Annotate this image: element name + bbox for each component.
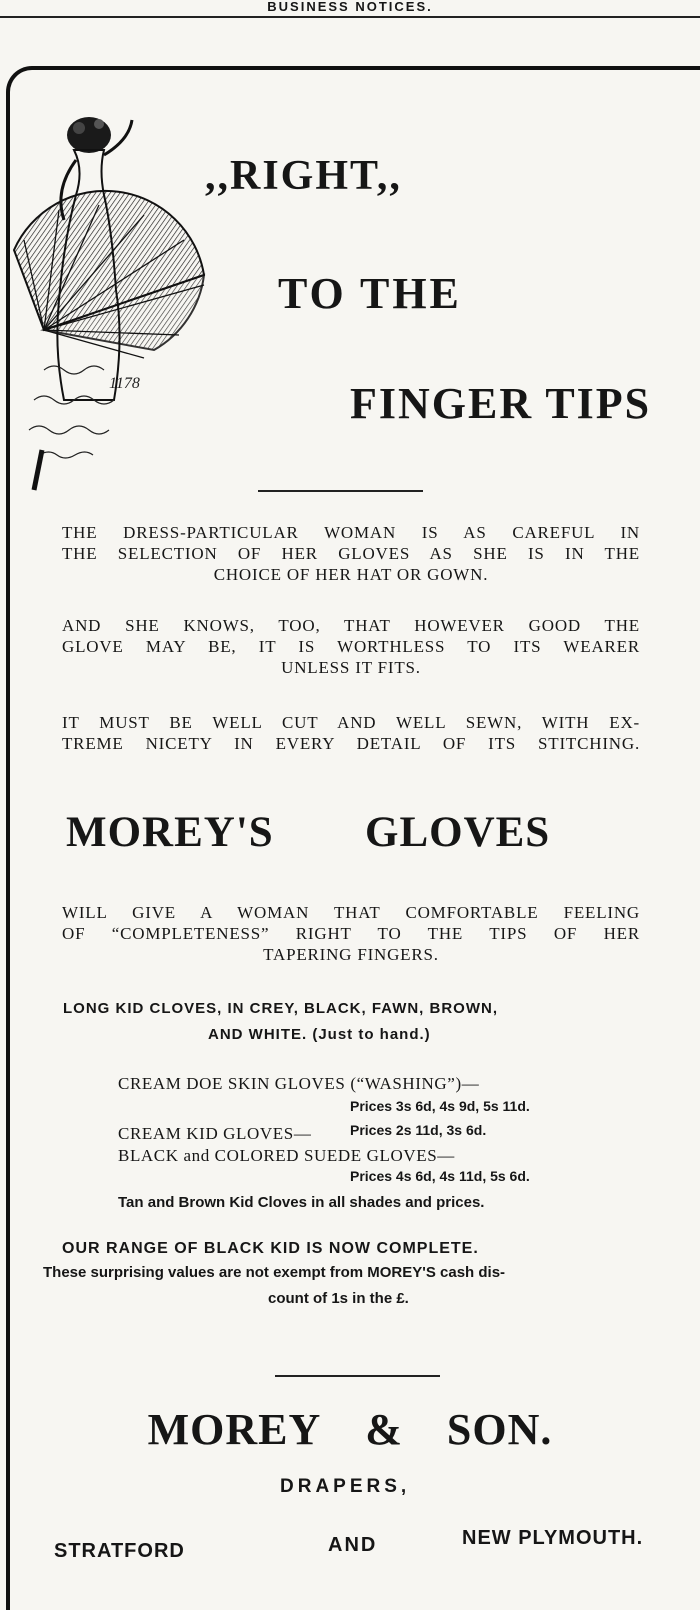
intro-paragraph-1: [62, 522, 640, 585]
range-note: OUR RANGE OF BLACK KID IS NOW COMPLETE.: [62, 1240, 479, 1257]
cream-kid-gloves-name: CREAM KID GLOVES—: [118, 1124, 312, 1143]
intro-paragraph-2: [62, 615, 640, 678]
intro-p3-line: TREME NICETY IN EVERY DETAIL OF ITS STITCHING.: [62, 734, 640, 753]
cream-kid-gloves-prices: Prices 2s 11d, 3s 6d.: [350, 1122, 487, 1138]
long-kid-gloves-line2: AND WHITE. (Just to hand.): [208, 1026, 431, 1043]
promise-line: TAPERING FINGERS.: [263, 945, 439, 964]
section-header: BUSINESS NOTICES.: [267, 0, 433, 14]
promise-paragraph: [62, 902, 640, 965]
suede-gloves-name: BLACK and COLORED SUEDE GLOVES—: [118, 1146, 455, 1165]
doeskin-gloves-prices: Prices 3s 6d, 4s 9d, 5s 11d.: [350, 1098, 530, 1114]
intro-p1-line: CHOICE OF HER HAT OR GOWN.: [213, 565, 489, 584]
conjunction-and: AND: [328, 1534, 378, 1556]
discount-note-line1: These surprising values are not exempt from MOREY'S cash dis-: [43, 1264, 506, 1281]
intro-p3-line: IT MUST BE WELL CUT AND WELL SEWN, WITH EX-: [62, 713, 640, 732]
tan-brown-gloves: Tan and Brown Kid Cloves in all shades and prices.: [118, 1194, 485, 1211]
intro-p1-line: THE DRESS-PARTICULAR WOMAN IS AS CAREFUL IN: [62, 523, 640, 542]
promise-line: WILL GIVE A WOMAN THAT COMFORTABLE FEELING: [62, 903, 640, 922]
promise-line: OF “COMPLETENESS” RIGHT TO THE TIPS OF HER: [62, 924, 640, 943]
intro-p1-line: THE SELECTION OF HER GLOVES AS SHE IS IN THE: [62, 544, 640, 563]
trade-drapers: DRAPERS,: [280, 1476, 411, 1497]
header-rule: [0, 16, 700, 18]
suede-gloves-prices: Prices 4s 6d, 4s 11d, 5s 6d.: [350, 1168, 530, 1184]
woman-with-fan-illustration: [4, 100, 219, 500]
firm-name-son: SON.: [446, 1405, 553, 1454]
headline-right: ,,RIGHT,,: [205, 153, 402, 199]
brand-moreys: MOREY'S: [66, 809, 274, 856]
town-new-plymouth: NEW PLYMOUTH.: [462, 1527, 644, 1549]
discount-note-line2: count of 1s in the £.: [268, 1290, 409, 1307]
firm-name-ampersand: &: [365, 1405, 403, 1454]
doeskin-gloves-name: CREAM DOE SKIN GLOVES (“WASHING”)—: [118, 1074, 480, 1093]
headline-to-the: TO THE: [278, 269, 462, 318]
firm-name-morey: MOREY: [147, 1405, 322, 1454]
firm-name: [0, 1404, 700, 1455]
town-stratford: STRATFORD: [54, 1540, 185, 1562]
intro-p2-line: GLOVE MAY BE, IT IS WORTHLESS TO ITS WEARER: [62, 637, 640, 656]
headline-finger-tips: FINGER TIPS: [350, 379, 652, 428]
intro-paragraph-3: [62, 712, 640, 754]
svg-text:1178: 1178: [109, 375, 140, 392]
divider-rule-bottom: [275, 1375, 440, 1377]
brand-gloves: GLOVES: [365, 809, 551, 856]
divider-rule-top: [258, 490, 423, 492]
intro-p2-line: AND SHE KNOWS, TOO, THAT HOWEVER GOOD THE: [62, 616, 640, 635]
intro-p2-line: UNLESS IT FITS.: [281, 658, 421, 677]
long-kid-gloves-line1: LONG KID CLOVES, IN CREY, BLACK, FAWN, BROWN,: [63, 1000, 499, 1017]
